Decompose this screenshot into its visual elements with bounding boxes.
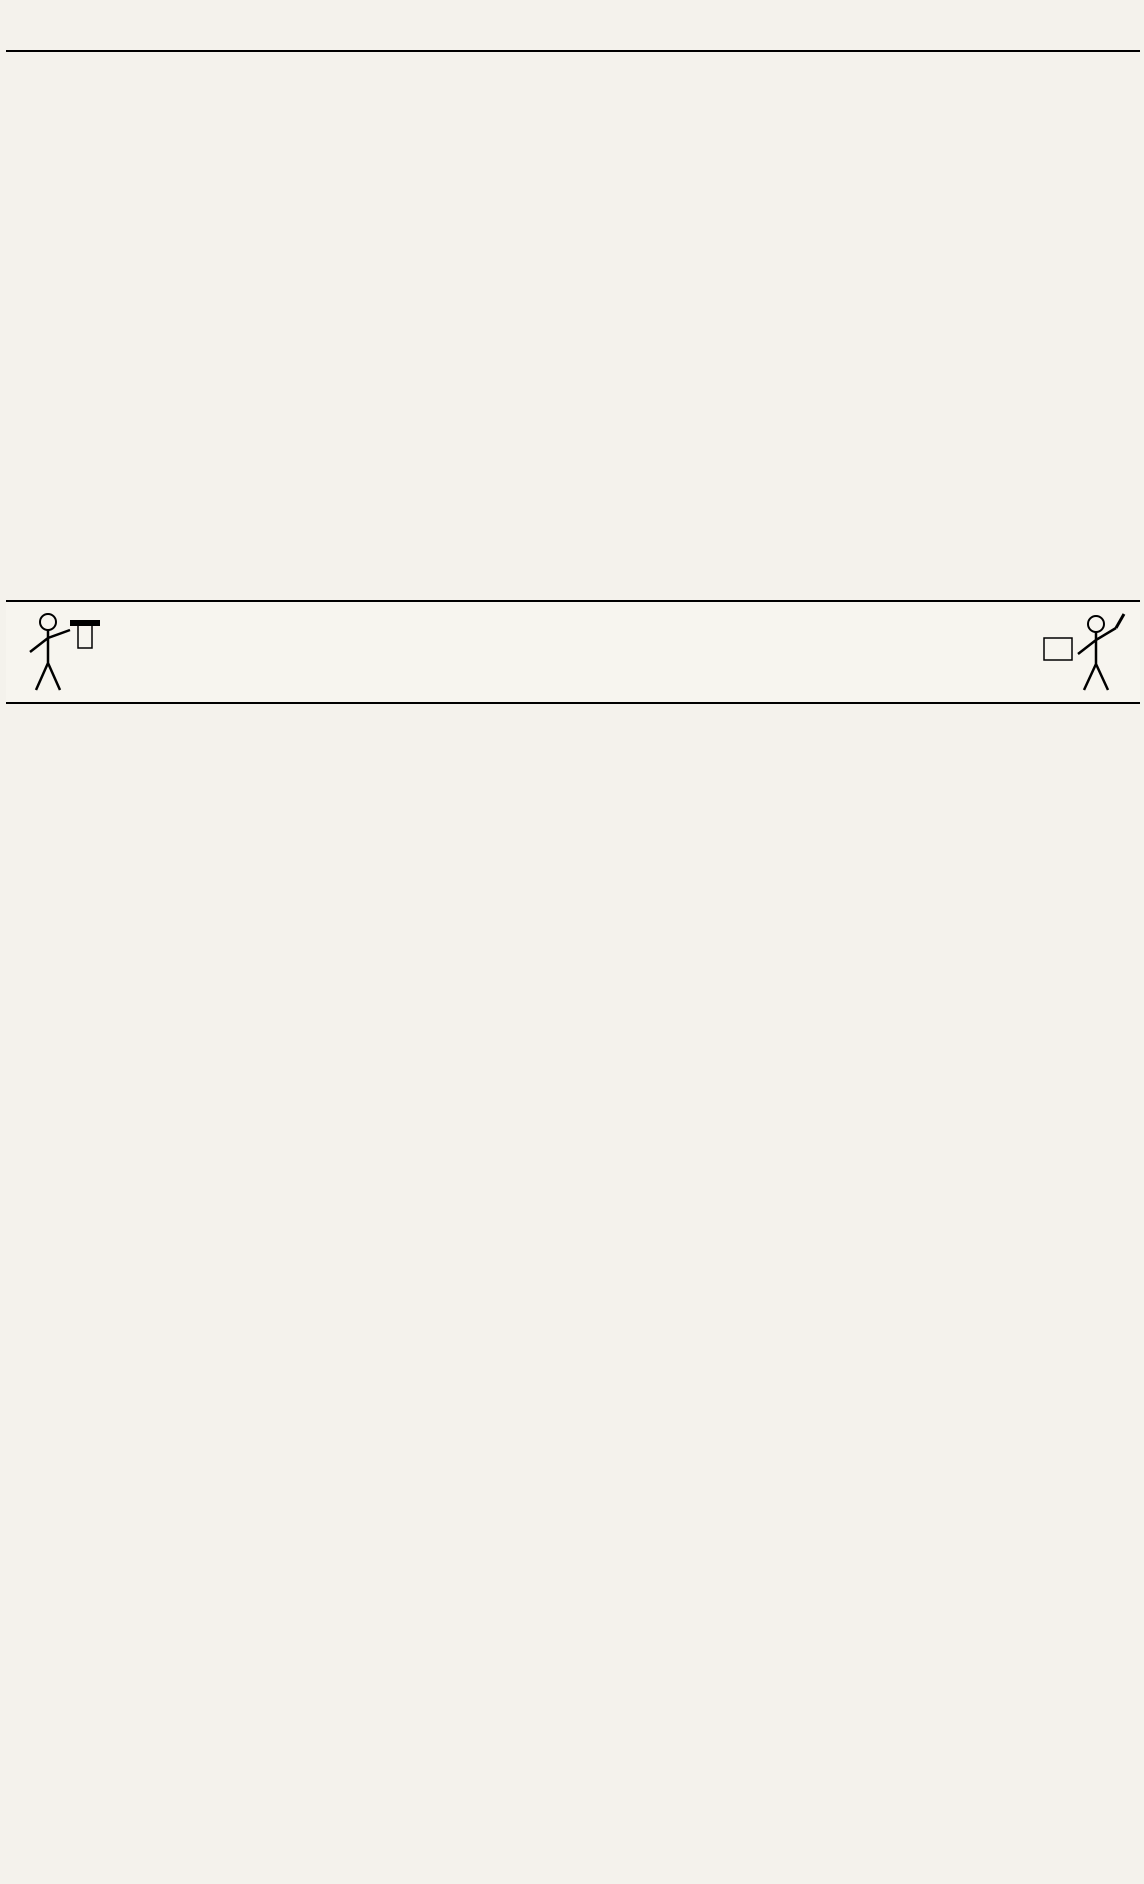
workman-illustration-left [18,608,108,694]
home-service-guide-banner [6,600,1140,704]
household-goods-section [6,50,1140,602]
painter-illustration-right [1038,608,1128,694]
page-header [0,6,1144,24]
service-guide-directory [6,704,1140,1868]
